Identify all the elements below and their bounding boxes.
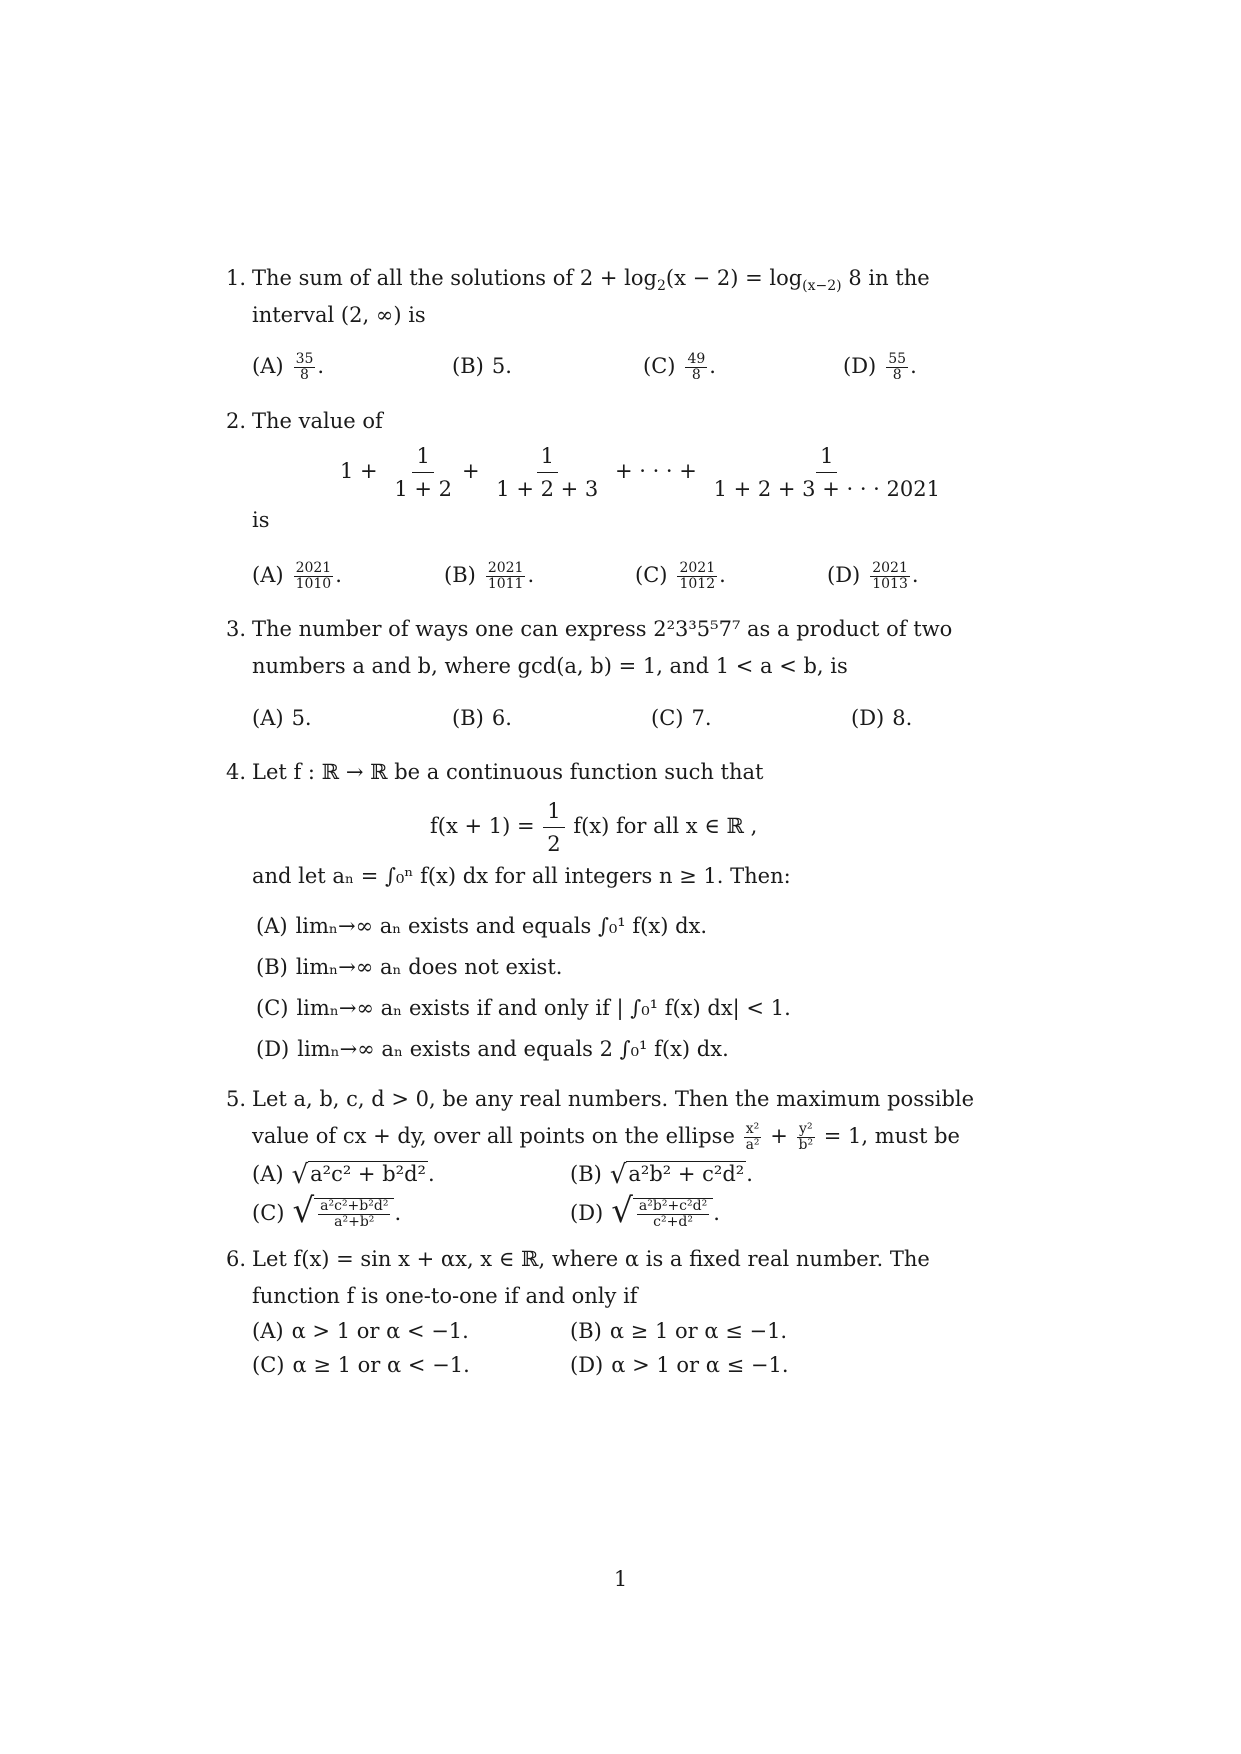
option-c: (C) limₙ→∞ aₙ exists if and only if | ∫₀¹ f(x) dx| < 1. xyxy=(256,996,791,1020)
question-stem: The sum of all the solutions of $2 + \log_2(x - 2) = \log_{(x-2)} 8$ in the interval (2, ∞) is xyxy=(252,266,930,327)
option-d: (D) $\frac{2021}{1013}$ . xyxy=(827,560,919,592)
option-a: (A) $\frac{35}{8}$ . xyxy=(252,351,325,383)
question-stem: The number of ways one can express 2²3³5⁵7⁷ as a product of two numbers a and b, where gcd(a, b) = 1, and 1 < a < b, is xyxy=(252,617,953,678)
question-number: 3. xyxy=(226,617,247,641)
question-stem-cont: is xyxy=(252,508,270,532)
display-equation: f(x + 1) = $\frac{1}{2}$ f(x) for all x ∈ ℝ , xyxy=(430,795,757,860)
option-d: (D) limₙ→∞ aₙ exists and equals 2 ∫₀¹ f(x) dx. xyxy=(256,1037,729,1061)
question-number: 6. xyxy=(226,1247,247,1271)
question-number: 1. xyxy=(226,266,247,290)
option-b: (B) 6. xyxy=(452,706,512,730)
question-stem: Let a, b, c, d > 0, be any real numbers. Then the maximum possible value of cx + dy, over all points on the ellipse $\frac{\text{x²}}{\text{a²}}$ + $\frac{\text{y²}}{\text{b²}}$ = 1, must be xyxy=(252,1087,975,1153)
option-c: (C) √ $\frac{\text{a²c²+b²d²}}{\text{a²+b²}}$ . xyxy=(252,1191,402,1231)
option-c: (C) $\frac{49}{8}$ . xyxy=(643,351,716,383)
option-a: (A) limₙ→∞ aₙ exists and equals ∫₀¹ f(x) dx. xyxy=(256,914,708,938)
option-b: (B) √a²b² + c²d². xyxy=(570,1160,753,1190)
option-c: (C) α ≥ 1 or α < −1. xyxy=(252,1353,470,1377)
option-d: (D) α > 1 or α ≤ −1. xyxy=(570,1353,789,1377)
option-a: (A) $\frac{2021}{1010}$ . xyxy=(252,560,342,592)
option-b: (B) 5. xyxy=(452,354,512,378)
question-number: 2. xyxy=(226,409,247,433)
option-d: (D) $\frac{55}{8}$ . xyxy=(843,351,917,383)
option-d: (D) 8. xyxy=(851,706,913,730)
option-c: (C) $\frac{2021}{1012}$ . xyxy=(635,560,726,592)
option-d: (D) √ $\frac{\text{a²b²+c²d²}}{\text{c²+d²}}$ . xyxy=(570,1191,720,1231)
display-equation: 1 + $\frac{1}{1 + 2}$ + $\frac{1}{1 + 2 + 3}$ + · · · + $\frac{1}{1 + 2 + 3 + \cdot \cdot \cdot 2021}$ xyxy=(340,440,950,505)
option-b: (B) limₙ→∞ aₙ does not exist. xyxy=(256,955,563,979)
option-c: (C) 7. xyxy=(651,706,712,730)
option-b: (B) $\frac{2021}{1011}$ . xyxy=(444,560,535,592)
question-number: 5. xyxy=(226,1087,247,1111)
question-stem-cont: and let aₙ = ∫₀ⁿ f(x) dx for all integers n ≥ 1. Then: xyxy=(252,864,791,888)
question-stem: Let f : ℝ → ℝ be a continuous function such that xyxy=(252,760,764,784)
page-number: 1 xyxy=(613,1567,628,1591)
option-a: (A) α > 1 or α < −1. xyxy=(252,1319,469,1343)
question-stem: Let f(x) = sin x + αx, x ∈ ℝ, where α is a fixed real number. The function f is one-to-one if and only if xyxy=(252,1247,930,1308)
question-number: 4. xyxy=(226,760,247,784)
option-a: (A) 5. xyxy=(252,706,312,730)
option-b: (B) α ≥ 1 or α ≤ −1. xyxy=(570,1319,788,1343)
question-stem: The value of xyxy=(252,409,383,433)
option-a: (A) √a²c² + b²d². xyxy=(252,1160,435,1190)
